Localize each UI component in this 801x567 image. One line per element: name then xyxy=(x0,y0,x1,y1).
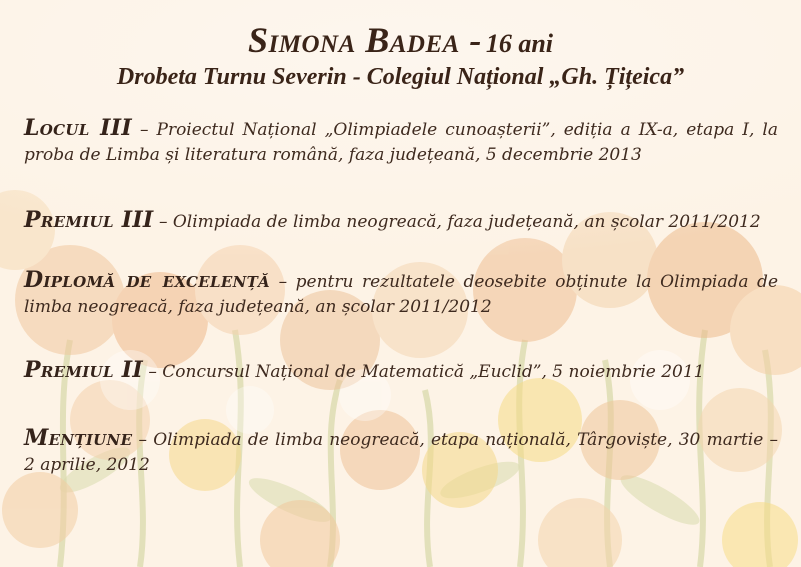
award-title: Premiul III xyxy=(24,207,154,233)
award-item xyxy=(24,358,705,385)
award-item xyxy=(24,426,778,478)
award-title: Locul III xyxy=(24,115,132,141)
award-text: – pentru rezultatele deosebite obținute la Olimpiada de limba neogreacă, faza județeană, an școlar 2011/2012 xyxy=(24,272,779,317)
header xyxy=(0,22,801,90)
award-title: Mențiune xyxy=(24,425,133,451)
award-text: – Proiectul Național „Olimpiadele cunoașterii”, ediția a IX-a, etapa I, la proba de Limba și literatura română, faza județeană, 5 decembrie 2013 xyxy=(24,120,778,165)
award-title: Diplomă de excelență xyxy=(24,267,270,293)
award-item xyxy=(24,116,778,168)
student-name xyxy=(0,22,801,58)
award-item xyxy=(24,268,778,320)
award-text: – Olimpiada de limba neogreacă, etapa națională, Târgoviște, 30 martie – 2 aprilie, 2012 xyxy=(24,430,778,475)
age-text: 16 ani xyxy=(485,29,554,58)
name-text: Simona Badea - xyxy=(247,20,482,60)
award-item xyxy=(24,208,761,235)
award-text: – Concursul Național de Matematică „Euclid”, 5 noiembrie 2011 xyxy=(148,362,705,382)
school-line: Drobeta Turnu Severin - Colegiul Național „Gh. Țițeica” xyxy=(116,64,685,90)
award-title: Premiul II xyxy=(24,357,143,383)
award-text: – Olimpiada de limba neogreacă, faza județeană, an școlar 2011/2012 xyxy=(158,212,761,232)
